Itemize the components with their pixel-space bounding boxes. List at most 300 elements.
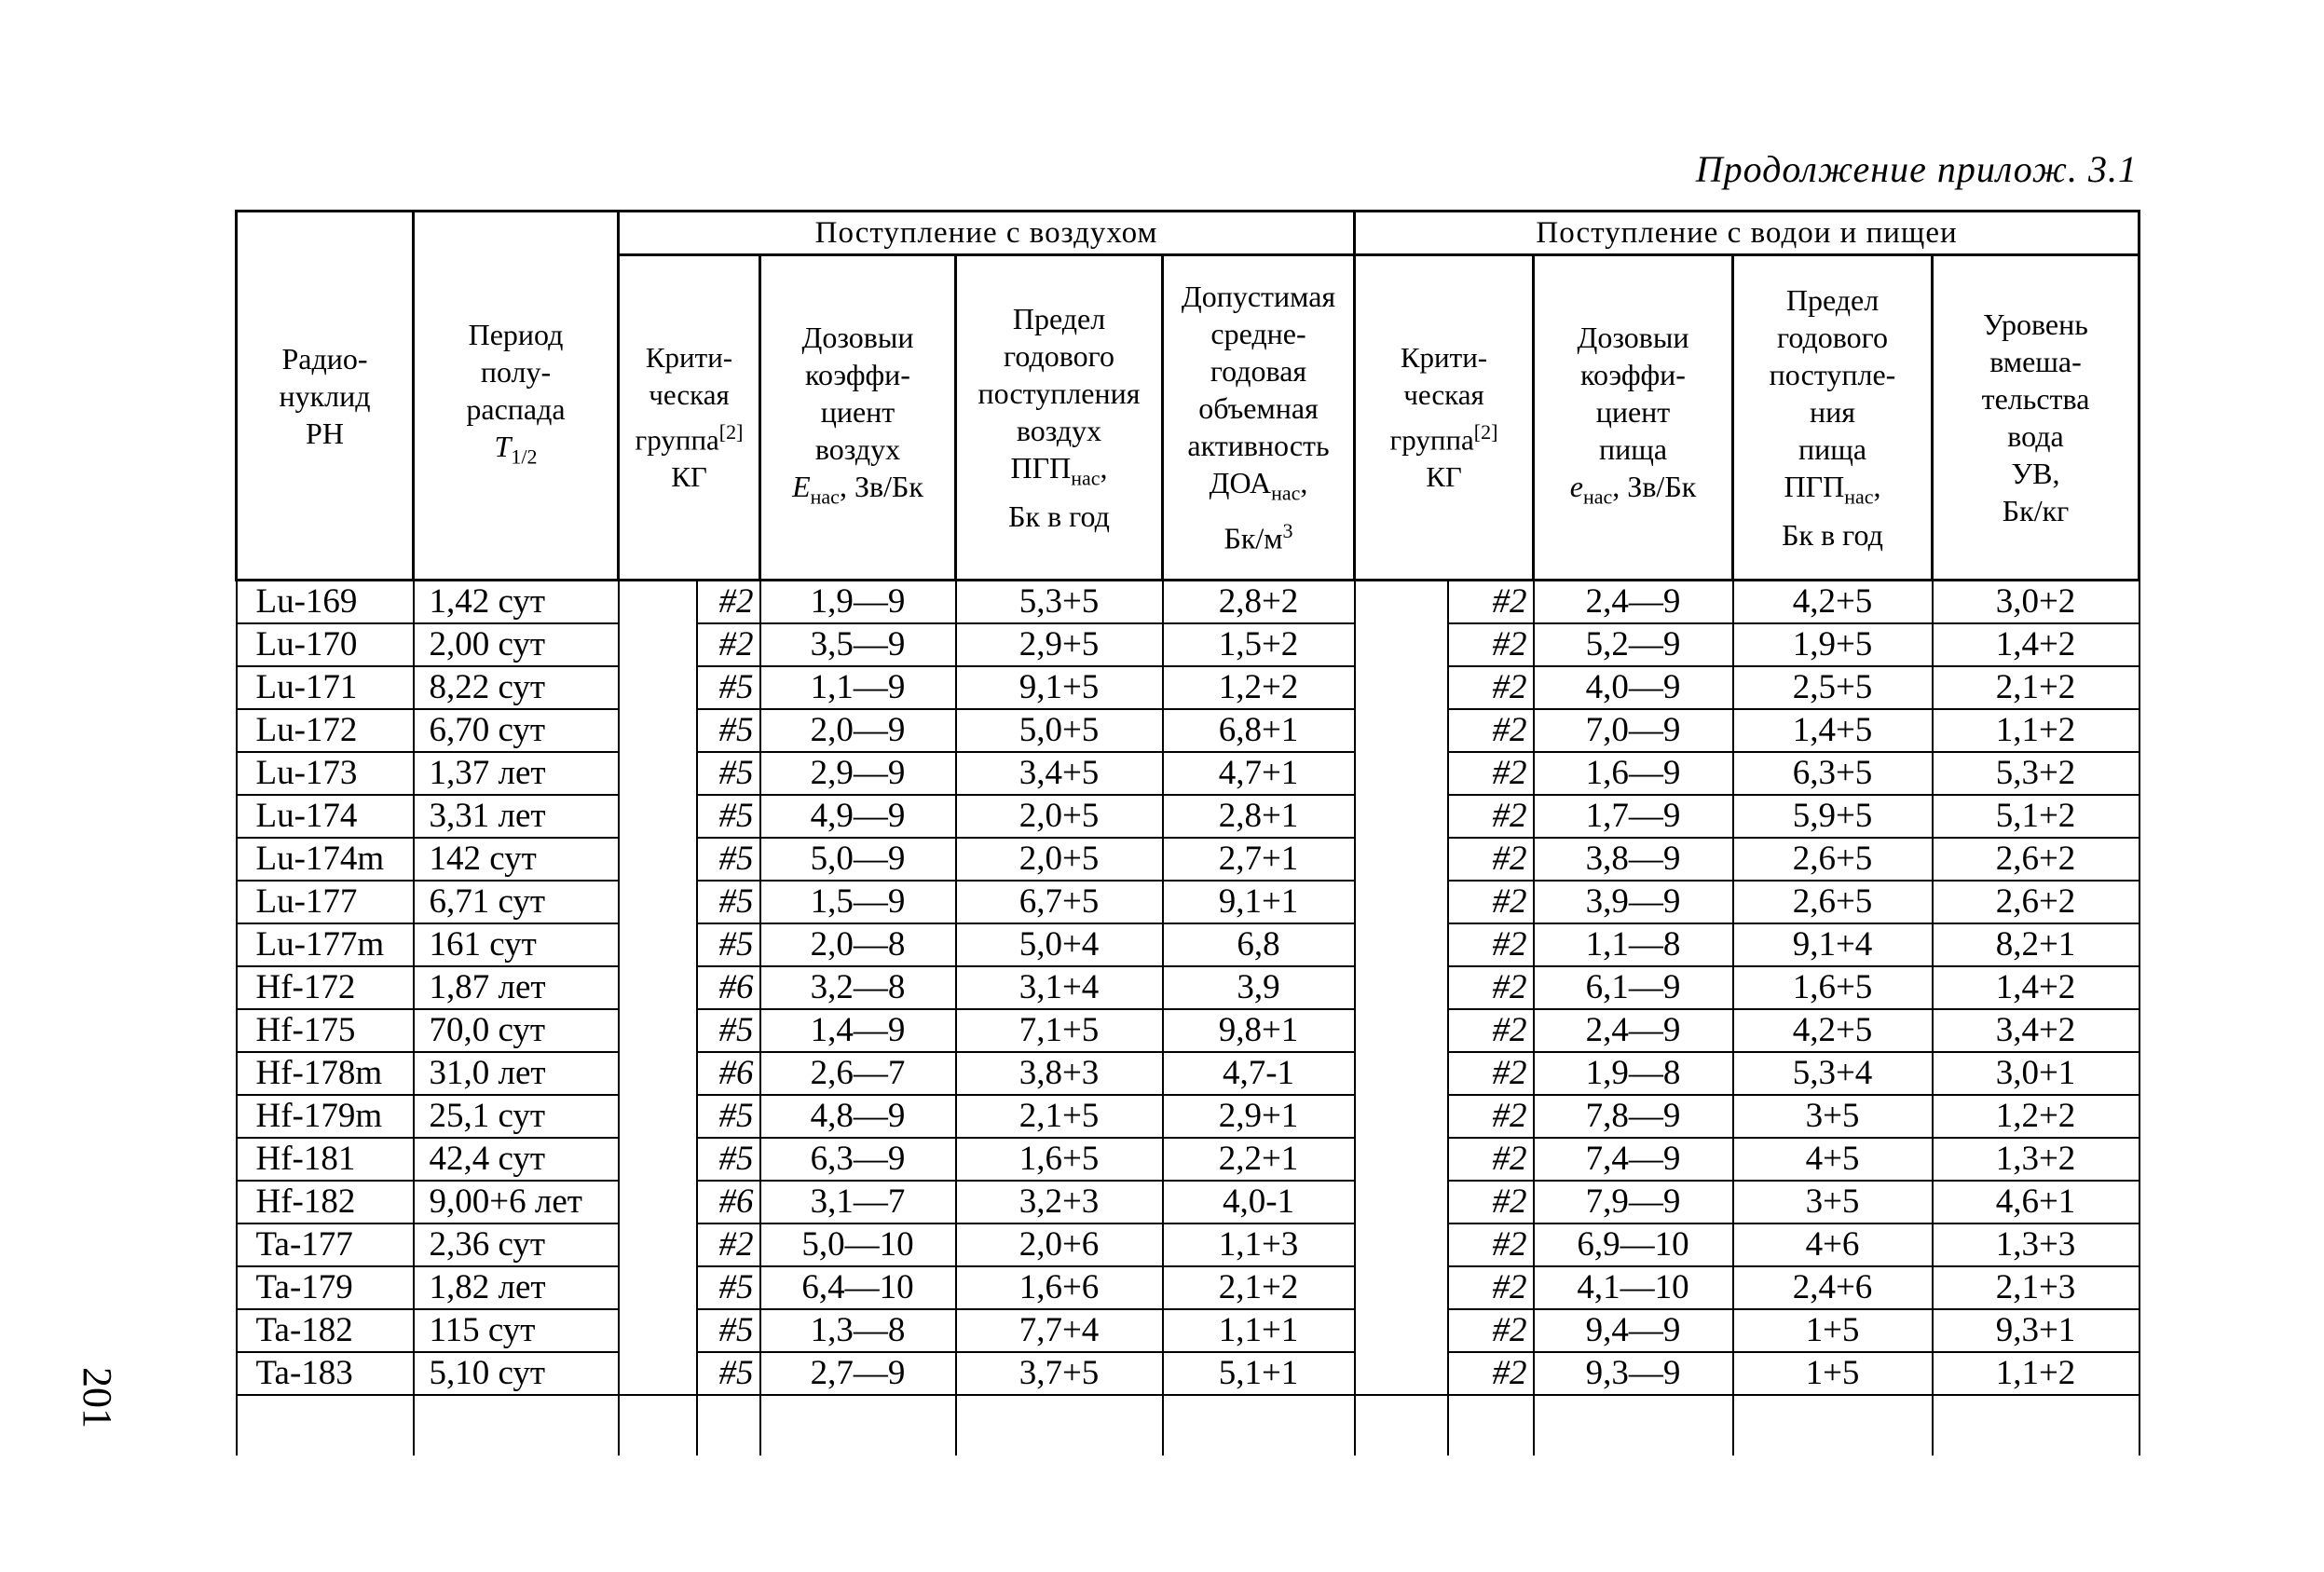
cell-water-dose: 1,7—9 [1534,795,1733,838]
cell-blank [1355,1095,1448,1138]
cell-water-dose: 7,0—9 [1534,709,1733,752]
cell-water-dose: 9,4—9 [1534,1309,1733,1352]
cell-blank [1355,1266,1448,1309]
cell-halflife: 115 сут [414,1309,619,1352]
cell-intervention-level: 2,6+2 [1933,881,2139,923]
header-line: воздух [814,432,901,467]
cell-halflife: 6,70 сут [414,709,619,752]
cell-blank [1355,838,1448,881]
cell-blank [1355,623,1448,666]
cell-blank [1355,709,1448,752]
cell-intervention-level: 1,1+2 [1933,1352,2139,1395]
cell-air-critical-group: #5 [697,1266,760,1309]
header-water-critical-group [1355,255,1534,581]
cell-air-critical-group: #5 [697,923,760,966]
table-row [237,709,2139,752]
cell-empty [760,1395,956,1456]
cell-water-dose: 4,0—9 [1534,666,1733,709]
cell-air-dose: 2,0—8 [760,923,956,966]
cell-water-critical-group: #2 [1448,966,1534,1009]
cell-empty [1355,1395,1448,1456]
cell-halflife: 2,36 сут [414,1223,619,1266]
cell-radionuclide: Ta-183 [237,1352,414,1395]
cell-blank [1355,752,1448,795]
cell-blank [619,709,697,752]
table-row [237,1052,2139,1095]
cell-blank [619,1266,697,1309]
cell-air-limit: 5,0+5 [956,709,1163,752]
cell-air-critical-group: #6 [697,1181,760,1223]
cell-radionuclide: Lu-173 [237,752,414,795]
cell-water-dose: 1,1—8 [1534,923,1733,966]
cell-blank [619,923,697,966]
cell-water-limit: 4+5 [1733,1138,1933,1181]
table-row [237,923,2139,966]
cell-water-dose: 7,8—9 [1534,1095,1733,1138]
cell-water-dose: 5,2—9 [1534,623,1733,666]
cell-radionuclide: Hf-178m [237,1052,414,1095]
header-radionuclide-line: РН [306,416,344,450]
cell-air-doa: 2,9+1 [1163,1095,1355,1138]
cell-water-critical-group: #2 [1448,1052,1534,1095]
cell-halflife: 3,31 лет [414,795,619,838]
cell-water-dose: 3,8—9 [1534,838,1733,881]
cell-air-limit: 7,7+4 [956,1309,1163,1352]
header-line: УВ, [2011,457,2060,490]
cell-water-dose: 7,4—9 [1534,1138,1733,1181]
cell-air-limit: 9,1+5 [956,666,1163,709]
header-abbr: ПГП [1784,470,1845,504]
cell-water-limit: 3+5 [1733,1095,1933,1138]
cell-blank [619,1223,697,1266]
cell-air-limit: 3,7+5 [956,1352,1163,1395]
header-line: поступле- [1769,358,1896,392]
header-unit: , Зв/Бк [839,470,923,504]
cell-empty [1733,1395,1933,1456]
header-abbr: ПГП [1010,451,1072,485]
cell-radionuclide: Lu-169 [237,581,414,624]
cell-radionuclide: Lu-174m [237,838,414,881]
cell-blank [619,1095,697,1138]
header-unit: Бк в год [1782,517,1883,552]
table-row [237,752,2139,795]
header-line: вода [2007,419,2064,453]
cell-water-critical-group: #2 [1448,1223,1534,1266]
header-unit: Бк в год [1008,499,1110,533]
cell-air-critical-group: #2 [697,623,760,666]
cell-air-critical-group: #5 [697,666,760,709]
header-water-intake-limit: Предел годового поступле- ния пища $ПГП_{нас}$, Бк в год [1733,255,1933,581]
cell-radionuclide: Ta-182 [237,1309,414,1352]
cell-air-critical-group: #5 [697,1095,760,1138]
cell-halflife: 5,10 сут [414,1352,619,1395]
cell-water-critical-group: #2 [1448,666,1534,709]
cell-halflife: 2,00 сут [414,623,619,666]
header-line: Предел [1785,283,1880,318]
header-line: поступления [977,376,1141,411]
table-row [237,1181,2139,1223]
cell-water-critical-group: #2 [1448,881,1534,923]
cell-intervention-level: 8,2+1 [1933,923,2139,966]
cell-intervention-level: 4,6+1 [1933,1181,2139,1223]
header-halflife-line: распада [466,391,566,426]
header-line: Крити- [645,340,733,374]
header-line: объемная [1198,391,1319,426]
cell-air-dose: 1,9—9 [760,581,956,624]
cell-water-critical-group: #2 [1448,1352,1534,1395]
header-air-dose-coefficient [760,255,956,581]
cell-blank [1355,795,1448,838]
cell-blank [619,752,697,795]
header-radionuclide-line: нуклид [279,378,371,413]
cell-intervention-level: 1,1+2 [1933,709,2139,752]
table-row-continuation [237,1395,2139,1456]
header-line: ческая [649,377,730,411]
cell-empty [697,1395,760,1456]
cell-halflife: 6,71 сут [414,881,619,923]
cell-halflife: 1,87 лет [414,966,619,1009]
cell-halflife: 42,4 сут [414,1138,619,1181]
cell-air-doa: 4,7+1 [1163,752,1355,795]
cell-air-doa: 4,0-1 [1163,1181,1355,1223]
header-line: Предел [1012,302,1106,336]
header-sub: нас [1271,481,1301,505]
cell-air-doa: 9,1+1 [1163,881,1355,923]
cell-radionuclide: Ta-179 [237,1266,414,1309]
cell-blank [619,1181,697,1223]
cell-water-critical-group: #2 [1448,752,1534,795]
cell-air-dose: 6,4—10 [760,1266,956,1309]
cell-air-critical-group: #6 [697,1052,760,1095]
header-water-dose-coefficient [1534,255,1733,581]
cell-blank [1355,1009,1448,1052]
cell-empty [237,1395,414,1456]
table-row [237,666,2139,709]
cell-halflife: 1,37 лет [414,752,619,795]
header-line: пища [1598,432,1668,467]
cell-radionuclide: Lu-170 [237,623,414,666]
table-continuation-caption: Продолжение прилож. 3.1 [1695,148,2138,190]
table-row [237,1095,2139,1138]
cell-air-limit: 3,2+3 [956,1181,1163,1223]
cell-air-limit: 6,7+5 [956,881,1163,923]
cell-water-dose: 7,9—9 [1534,1181,1733,1223]
cell-air-doa: 6,8+1 [1163,709,1355,752]
cell-air-limit: 5,0+4 [956,923,1163,966]
cell-air-dose: 5,0—10 [760,1223,956,1266]
cell-air-doa: 2,8+1 [1163,795,1355,838]
header-line: вмеша- [1989,345,2082,378]
cell-blank [619,623,697,666]
cell-halflife: 25,1 сут [414,1095,619,1138]
cell-radionuclide: Lu-177m [237,923,414,966]
cell-water-critical-group: #2 [1448,1138,1534,1181]
cell-air-critical-group: #5 [697,1352,760,1395]
cell-intervention-level: 5,3+2 [1933,752,2139,795]
cell-air-dose: 5,0—9 [760,838,956,881]
cell-blank [1355,1181,1448,1223]
cell-empty [1933,1395,2139,1456]
header-line: Дозовыи [801,321,914,355]
header-air-doa: Допустимая средне- годовая объемная активность $ДОА_{нас}$, $Бк/м^3$ [1163,255,1355,581]
cell-intervention-level: 2,6+2 [1933,838,2139,881]
cell-water-critical-group: #2 [1448,838,1534,881]
cell-air-critical-group: #5 [697,709,760,752]
cell-water-limit: 4+6 [1733,1223,1933,1266]
header-line: ческая [1403,377,1484,411]
cell-air-limit: 2,9+5 [956,623,1163,666]
header-line: воздух [1016,414,1102,448]
cell-air-critical-group: #2 [697,1223,760,1266]
cell-water-limit: 4,2+5 [1733,1009,1933,1052]
cell-air-doa: 9,8+1 [1163,1009,1355,1052]
cell-air-critical-group: #5 [697,1309,760,1352]
cell-blank [1355,1052,1448,1095]
cell-radionuclide: Hf-175 [237,1009,414,1052]
cell-water-dose: 2,4—9 [1534,581,1733,624]
table-row [237,623,2139,666]
cell-air-critical-group: #5 [697,1138,760,1181]
header-line: КГ [1426,460,1462,494]
cell-water-limit: 2,5+5 [1733,666,1933,709]
cell-water-limit: 1,4+5 [1733,709,1933,752]
cell-air-critical-group: #5 [697,1009,760,1052]
cell-intervention-level: 2,1+3 [1933,1266,2139,1309]
cell-blank [619,1309,697,1352]
table-row [237,1138,2139,1181]
cell-water-limit: 2,4+6 [1733,1266,1933,1309]
header-halflife-sub: 1/2 [511,444,538,469]
cell-air-limit: 5,3+5 [956,581,1163,624]
table-header [237,212,2139,581]
header-line: Уровень [1983,308,2088,341]
cell-water-limit: 5,9+5 [1733,795,1933,838]
cell-blank [1355,881,1448,923]
cell-air-limit: 1,6+6 [956,1266,1163,1309]
cell-blank [1355,666,1448,709]
cell-air-dose: 2,0—9 [760,709,956,752]
cell-water-dose: 9,3—9 [1534,1352,1733,1395]
cell-water-limit: 5,3+4 [1733,1052,1933,1095]
cell-halflife: 9,00+6 лет [414,1181,619,1223]
cell-water-limit: 1+5 [1733,1352,1933,1395]
cell-radionuclide: Hf-181 [237,1138,414,1181]
cell-air-doa: 2,7+1 [1163,838,1355,881]
header-radionuclide [237,212,414,581]
header-sub: нас [1582,485,1613,509]
cell-halflife: 70,0 сут [414,1009,619,1052]
cell-intervention-level: 5,1+2 [1933,795,2139,838]
cell-blank [619,1138,697,1181]
cell-radionuclide: Lu-171 [237,666,414,709]
header-radionuclide-line: Радио- [281,341,368,376]
header-halflife [414,212,619,581]
header-sub: нас [1844,485,1874,509]
cell-radionuclide: Lu-174 [237,795,414,838]
cell-water-critical-group: #2 [1448,581,1534,624]
cell-blank [619,795,697,838]
cell-radionuclide: Hf-182 [237,1181,414,1223]
header-line: годового [1004,339,1114,374]
table-row [237,838,2139,881]
cell-halflife: 161 сут [414,923,619,966]
page-number: 201 [75,1367,120,1428]
cell-water-critical-group: #2 [1448,1266,1534,1309]
header-air-critical-group [619,255,760,581]
cell-air-critical-group: #5 [697,795,760,838]
cell-air-critical-group: #5 [697,838,760,881]
cell-air-dose: 6,3—9 [760,1138,956,1181]
header-line: циент [1595,395,1671,430]
table-row [237,1223,2139,1266]
cell-water-critical-group: #2 [1448,1095,1534,1138]
cell-blank [619,1052,697,1095]
cell-halflife: 1,42 сут [414,581,619,624]
cell-blank [1355,581,1448,624]
header-group-water: Поступление с водои и пищеи [1355,212,2139,255]
radionuclide-table [235,210,2140,1456]
cell-air-limit: 3,8+3 [956,1052,1163,1095]
cell-radionuclide: Lu-172 [237,709,414,752]
header-unit: Бк/м [1224,521,1283,555]
header-line: Дозовыи [1577,321,1689,355]
header-line: коэффи- [1580,358,1686,392]
cell-intervention-level: 1,2+2 [1933,1095,2139,1138]
cell-blank [619,838,697,881]
cell-air-critical-group: #6 [697,966,760,1009]
cell-air-limit: 3,4+5 [956,752,1163,795]
cell-empty [619,1395,697,1456]
footnote-ref: [2] [1473,419,1498,444]
cell-intervention-level: 2,1+2 [1933,666,2139,709]
cell-intervention-level: 1,4+2 [1933,966,2139,1009]
header-line: циент [820,395,895,430]
table-row [237,795,2139,838]
cell-blank [1355,966,1448,1009]
cell-water-critical-group: #2 [1448,923,1534,966]
cell-water-limit: 9,1+4 [1733,923,1933,966]
footnote-ref: [2] [718,419,744,444]
cell-halflife: 31,0 лет [414,1052,619,1095]
cell-air-doa: 1,5+2 [1163,623,1355,666]
header-symbol: E [792,470,811,504]
header-halflife-line: полу- [480,354,552,389]
cell-radionuclide: Ta-177 [237,1223,414,1266]
header-halflife-line: Период [468,317,564,351]
cell-air-limit: 7,1+5 [956,1009,1163,1052]
cell-air-limit: 2,0+5 [956,795,1163,838]
table-row [237,581,2139,624]
cell-air-doa: 5,1+1 [1163,1352,1355,1395]
cell-air-doa: 4,7-1 [1163,1052,1355,1095]
cell-air-dose: 3,2—8 [760,966,956,1009]
cell-water-dose: 1,9—8 [1534,1052,1733,1095]
cell-water-limit: 2,6+5 [1733,881,1933,923]
cell-empty [414,1395,619,1456]
table-row [237,1009,2139,1052]
table-row [237,1309,2139,1352]
cell-air-dose: 2,6—7 [760,1052,956,1095]
cell-air-dose: 1,1—9 [760,666,956,709]
cell-intervention-level: 3,0+2 [1933,581,2139,624]
header-line: средне- [1210,317,1306,351]
cell-air-limit: 2,1+5 [956,1095,1163,1138]
cell-intervention-level: 3,0+1 [1933,1052,2139,1095]
cell-water-critical-group: #2 [1448,795,1534,838]
cell-water-limit: 1+5 [1733,1309,1933,1352]
cell-intervention-level: 9,3+1 [1933,1309,2139,1352]
cell-water-dose: 2,4—9 [1534,1009,1733,1052]
header-line: КГ [671,460,707,494]
cell-air-doa: 3,9 [1163,966,1355,1009]
cell-air-dose: 3,1—7 [760,1181,956,1223]
cell-water-dose: 4,1—10 [1534,1266,1733,1309]
header-line: группа [1389,423,1474,457]
header-line: тельства [1981,382,2090,416]
header-intervention-level [1933,255,2139,581]
cell-blank [1355,1352,1448,1395]
cell-empty [1534,1395,1733,1456]
cell-water-critical-group: #2 [1448,1309,1534,1352]
header-line: группа [635,423,719,457]
header-halflife-symbol: T [494,429,512,463]
cell-water-critical-group: #2 [1448,1181,1534,1223]
cell-blank [1355,1223,1448,1266]
cell-air-doa: 2,8+2 [1163,581,1355,624]
table-row [237,1352,2139,1395]
cell-intervention-level: 3,4+2 [1933,1009,2139,1052]
cell-air-dose: 2,9—9 [760,752,956,795]
cell-air-critical-group: #5 [697,881,760,923]
cell-air-doa: 2,2+1 [1163,1138,1355,1181]
header-line: годовая [1210,354,1307,389]
header-line: Бк/кг [2002,494,2070,527]
cell-blank [619,1352,697,1395]
header-sub: нас [1071,466,1100,490]
cell-water-limit: 6,3+5 [1733,752,1933,795]
cell-air-doa: 2,1+2 [1163,1266,1355,1309]
cell-water-limit: 1,6+5 [1733,966,1933,1009]
header-line: годового [1777,321,1888,355]
table-row [237,881,2139,923]
cell-air-doa: 1,1+3 [1163,1223,1355,1266]
cell-blank [1355,1309,1448,1352]
cell-empty [1163,1395,1355,1456]
cell-air-critical-group: #5 [697,752,760,795]
cell-blank [619,881,697,923]
cell-water-critical-group: #2 [1448,709,1534,752]
header-abbr: ДОА [1209,466,1272,500]
cell-water-critical-group: #2 [1448,1009,1534,1052]
header-line: пища [1798,432,1867,467]
header-unit-sup: 3 [1282,518,1293,542]
cell-intervention-level: 1,3+3 [1933,1223,2139,1266]
header-line: Крити- [1400,340,1488,374]
header-unit: , Зв/Бк [1612,470,1697,504]
header-line: ния [1810,395,1855,430]
cell-empty [1448,1395,1534,1456]
cell-water-dose: 1,6—9 [1534,752,1733,795]
cell-halflife: 8,22 сут [414,666,619,709]
cell-blank [619,966,697,1009]
cell-halflife: 1,82 лет [414,1266,619,1309]
cell-water-dose: 6,9—10 [1534,1223,1733,1266]
cell-water-limit: 2,6+5 [1733,838,1933,881]
cell-radionuclide: Lu-177 [237,881,414,923]
cell-water-limit: 3+5 [1733,1181,1933,1223]
header-air-intake-limit: Предел годового поступления воздух $ПГП_{нас}$, Бк в год [956,255,1163,581]
header-symbol: e [1569,470,1583,504]
